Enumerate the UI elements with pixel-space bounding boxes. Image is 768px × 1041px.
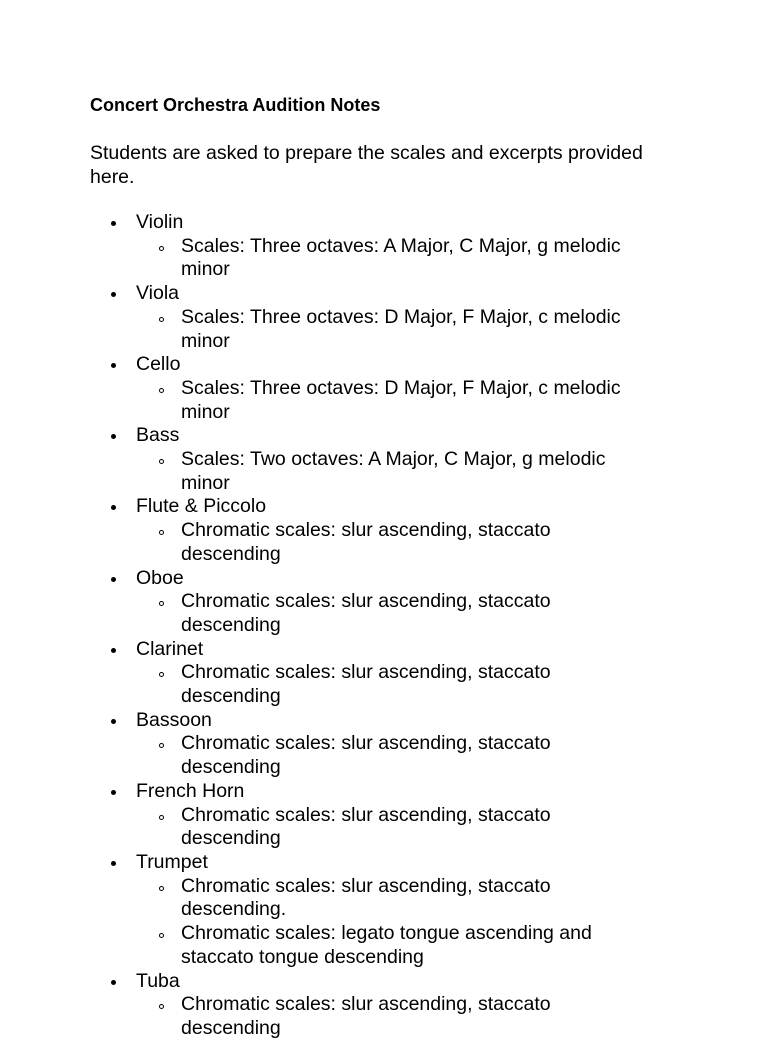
circle-bullet-icon xyxy=(159,672,164,677)
detail-list xyxy=(136,993,690,1040)
detail-text: Scales: Two octaves: A Major, C Major, g melodic minor xyxy=(181,448,606,494)
instrument-name: Trumpet xyxy=(136,850,208,873)
detail-list xyxy=(136,732,690,779)
instrument-name: Violin xyxy=(136,211,184,233)
detail-text: Chromatic scales: slur ascending, staccato descending xyxy=(181,993,551,1039)
bullet-icon xyxy=(111,221,116,226)
detail-item xyxy=(136,875,636,922)
list-item xyxy=(90,495,690,566)
instrument-list xyxy=(90,211,690,1041)
list-item xyxy=(90,567,690,638)
list-item xyxy=(90,851,690,970)
instrument-name: Bass xyxy=(136,424,180,447)
detail-item xyxy=(136,448,636,495)
detail-list xyxy=(136,306,690,353)
circle-bullet-icon xyxy=(159,743,164,748)
circle-bullet-icon xyxy=(159,815,164,820)
circle-bullet-icon xyxy=(159,388,164,393)
instrument-name: Cello xyxy=(136,353,181,376)
detail-text: Scales: Three octaves: D Major, F Major, c melodic minor xyxy=(181,305,621,352)
list-item xyxy=(90,282,690,353)
bullet-icon xyxy=(111,434,116,439)
list-item xyxy=(90,424,690,495)
list-item xyxy=(90,638,690,709)
detail-item xyxy=(136,993,636,1040)
detail-item xyxy=(136,519,636,566)
intro-paragraph: Students are asked to prepare the scales and excerpts provided here. xyxy=(90,142,643,188)
bullet-icon xyxy=(111,648,116,653)
circle-bullet-icon xyxy=(159,246,164,251)
circle-bullet-icon xyxy=(159,601,164,606)
detail-list xyxy=(136,235,690,282)
circle-bullet-icon xyxy=(159,530,164,535)
detail-item xyxy=(136,732,636,779)
list-item xyxy=(90,211,690,282)
detail-list xyxy=(136,661,690,708)
circle-bullet-icon xyxy=(159,459,164,464)
bullet-icon xyxy=(111,577,116,582)
detail-text: Chromatic scales: slur ascending, staccato descending xyxy=(181,732,551,779)
bullet-icon xyxy=(111,980,116,985)
detail-text: Chromatic scales: slur ascending, staccato descending xyxy=(181,803,551,850)
instrument-name: Oboe xyxy=(136,566,184,589)
detail-item xyxy=(136,804,636,851)
bullet-icon xyxy=(111,719,116,724)
detail-item xyxy=(136,922,636,969)
circle-bullet-icon xyxy=(159,1004,164,1009)
detail-item xyxy=(136,235,636,282)
detail-text: Chromatic scales: slur ascending, staccato descending xyxy=(181,519,551,565)
detail-text: Scales: Three octaves: D Major, F Major, c melodic minor xyxy=(181,376,621,423)
detail-list xyxy=(136,519,690,566)
bullet-icon xyxy=(111,292,116,297)
bullet-icon xyxy=(111,790,116,795)
list-item xyxy=(90,709,690,780)
document-title: Concert Orchestra Audition Notes xyxy=(90,95,381,115)
instrument-name: Flute & Piccolo xyxy=(136,495,267,518)
document-page xyxy=(90,93,690,1041)
detail-text: Chromatic scales: legato tongue ascending and staccato tongue descending xyxy=(181,922,592,968)
detail-list xyxy=(136,875,690,970)
detail-list xyxy=(136,448,690,495)
instrument-name: Bassoon xyxy=(136,708,212,731)
instrument-name: French Horn xyxy=(136,779,245,802)
detail-list xyxy=(136,590,690,637)
instrument-name: Clarinet xyxy=(136,637,204,660)
bullet-icon xyxy=(111,861,116,866)
detail-item xyxy=(136,661,636,708)
circle-bullet-icon xyxy=(159,317,164,322)
detail-list xyxy=(136,804,690,851)
detail-list xyxy=(136,377,690,424)
bullet-icon xyxy=(111,363,116,368)
list-item xyxy=(90,780,690,851)
detail-item xyxy=(136,306,636,353)
detail-text: Chromatic scales: slur ascending, staccato descending. xyxy=(181,874,551,921)
detail-text: Scales: Three octaves: A Major, C Major, g melodic minor xyxy=(181,234,621,281)
instrument-name: Tuba xyxy=(136,969,180,992)
detail-text: Chromatic scales: slur ascending, staccato descending xyxy=(181,661,551,708)
circle-bullet-icon xyxy=(159,933,164,938)
bullet-icon xyxy=(111,505,116,510)
detail-item xyxy=(136,590,636,637)
circle-bullet-icon xyxy=(159,886,164,891)
list-item xyxy=(90,970,690,1041)
instrument-name: Viola xyxy=(136,282,180,305)
list-item xyxy=(90,353,690,424)
detail-item xyxy=(136,377,636,424)
detail-text: Chromatic scales: slur ascending, staccato descending xyxy=(181,590,551,636)
